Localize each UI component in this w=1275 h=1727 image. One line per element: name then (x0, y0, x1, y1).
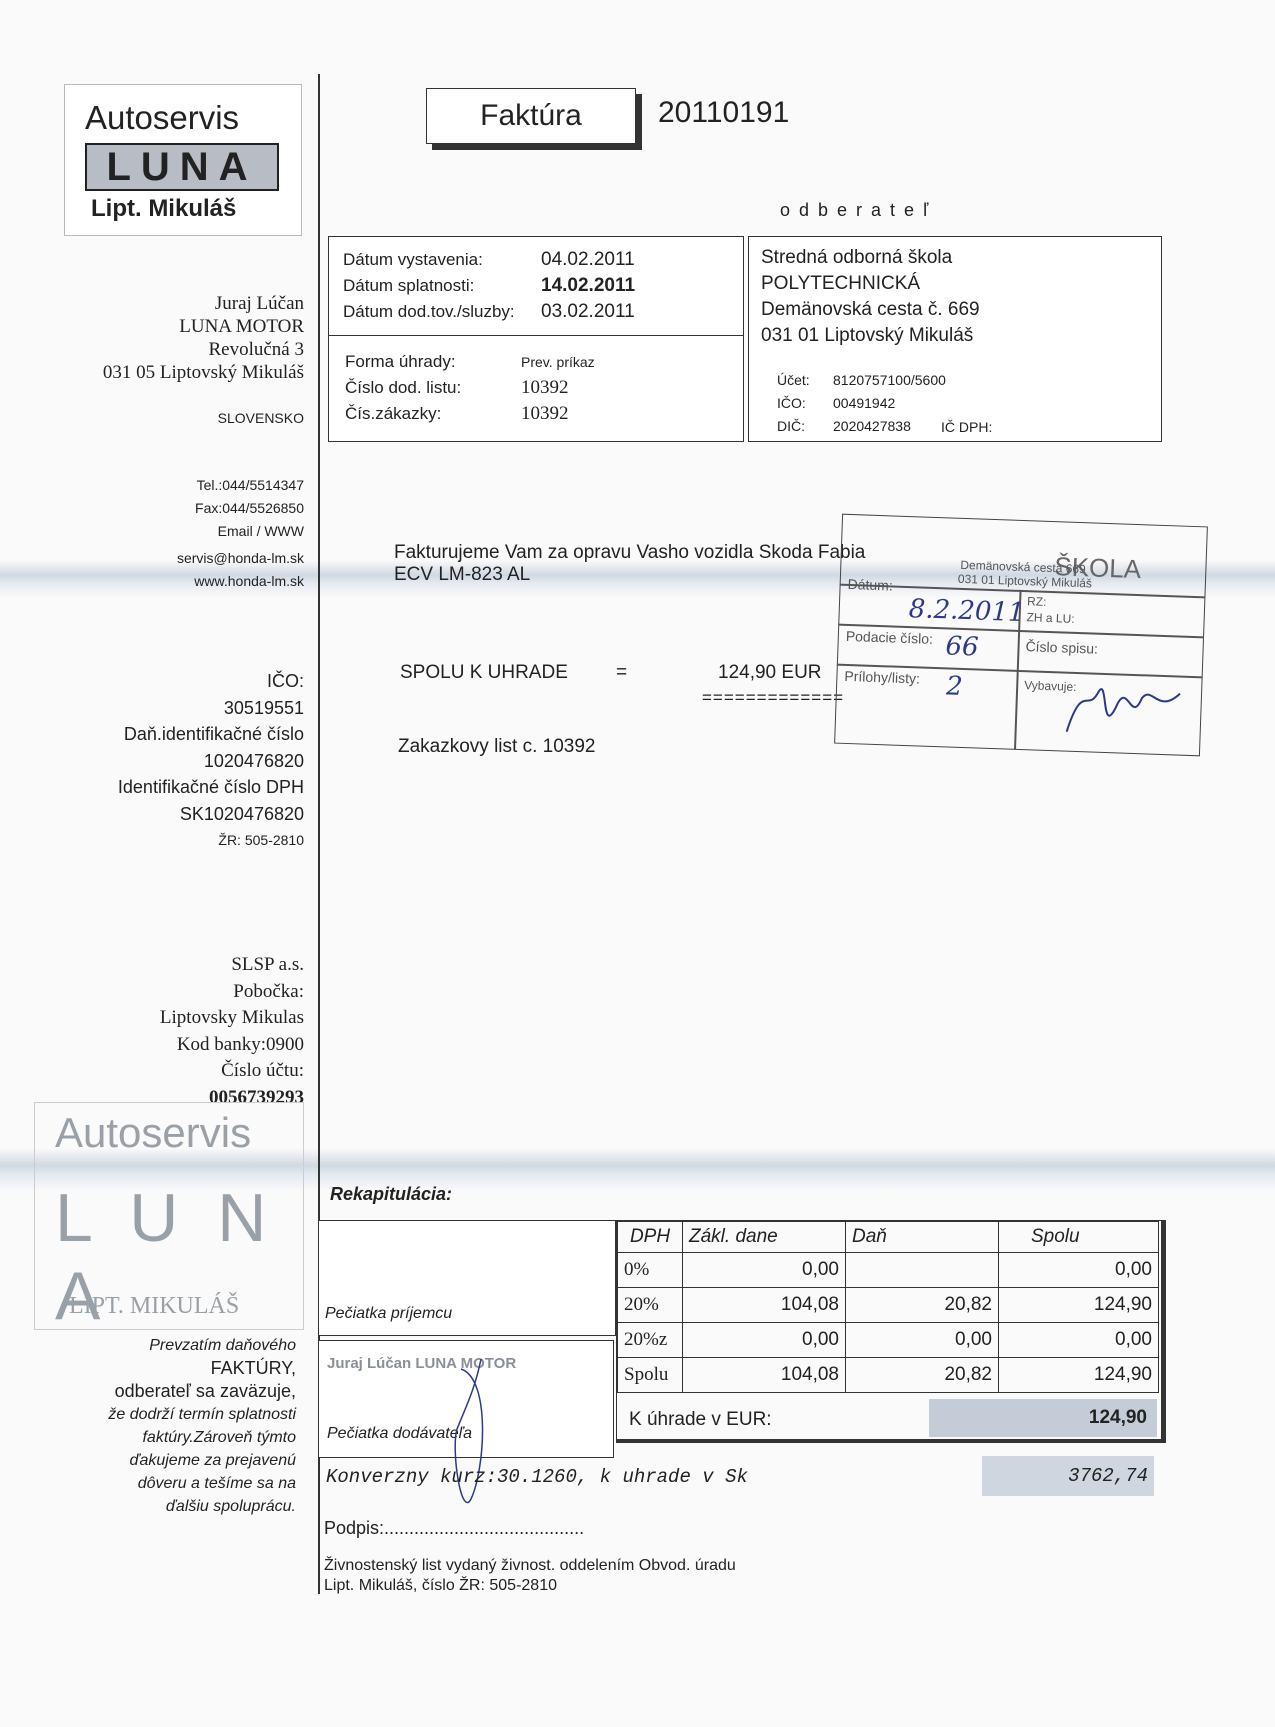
invoice-description (394, 542, 865, 586)
stamp-title: ŠKOLA (1053, 551, 1142, 585)
dates-box (328, 236, 744, 442)
supplier-tel: Tel.:044/5514347 (196, 477, 304, 493)
signature-line: Podpis:........................................ (324, 1518, 585, 1538)
faded-logo-luna: L U N A (55, 1180, 277, 1334)
receiver-stamp-box (318, 1220, 616, 1336)
supplier-street: Revolučná 3 (208, 339, 304, 360)
recap-header: Daň (846, 1222, 999, 1253)
issue-label: Dátum vystavenia: (343, 250, 483, 269)
due-total-label: K úhrade v EUR: (629, 1409, 772, 1430)
recap-cell: 20% (618, 1288, 683, 1323)
customer-name: Stredná odborná škola (761, 247, 953, 268)
total-value: 124,90 EUR (718, 662, 822, 683)
trade-license-2: Lipt. Mikuláš, číslo ŽR: 505-2810 (324, 1577, 557, 1594)
recap-cell: 104,08 (683, 1358, 846, 1393)
customer-acc-label: Účet: (777, 372, 810, 388)
stamp-addr2: 031 01 Liptovský Mikuláš (957, 571, 1093, 591)
recap-cell (846, 1253, 999, 1288)
customer-city: 031 01 Liptovský Mikuláš (761, 325, 974, 346)
delivery-label: Dátum dod.tov./sluzby: (343, 302, 515, 321)
recap-table-frame (616, 1220, 1166, 1443)
account-label: Číslo účtu: (221, 1060, 304, 1081)
stamp-prilohy: 2 (945, 671, 964, 702)
stamp-signature (1060, 671, 1187, 751)
note-6: ďakujeme za prejavenú (129, 1452, 296, 1469)
stamp-podacie: 66 (945, 631, 980, 663)
recap-title: Rekapitulácia: (330, 1184, 453, 1204)
faded-logo-title: Autoservis (55, 1109, 252, 1156)
supplier-stamp-text: Juraj Lúčan LUNA MOTOR (327, 1355, 517, 1372)
trade-license (324, 1556, 736, 1596)
dates-divider (329, 335, 743, 336)
note-4: že dodrží termín splatnosti (108, 1406, 296, 1423)
recap-header: Zákl. dane (683, 1222, 846, 1253)
supplier-stamp-box (318, 1340, 614, 1458)
dic-value: 1020476820 (203, 750, 304, 771)
odberatel-label: o d b e r a t e ľ (780, 200, 931, 220)
supplier-company: LUNA MOTOR (179, 316, 304, 337)
ico-label: IČO: (266, 671, 304, 691)
customer-dic: 2020427838 (833, 418, 911, 434)
recap-header: Spolu (999, 1222, 1159, 1253)
due-date: 14.02.2011 (541, 275, 636, 296)
order-line: Zakazkovy list c. 10392 (398, 736, 596, 757)
due-total-value (929, 1399, 1157, 1437)
supplier-country: SLOVENSKO (217, 410, 304, 426)
zr-value: ŽR: 505-2810 (218, 832, 304, 848)
recap-cell: 104,08 (683, 1288, 846, 1323)
branch-value: Liptovsky Mikulas (159, 1007, 304, 1028)
stamp-addr1: Demänovská cesta 669 (960, 557, 1086, 577)
table-row (618, 1288, 1159, 1323)
recap-header: DPH (618, 1222, 683, 1253)
dl-label: Číslo dod. listu: (345, 378, 462, 397)
note-5: faktúry.Zároveň týmto (142, 1429, 296, 1446)
customer-ico-label: IČO: (777, 395, 806, 411)
stamp-vybavuje-label: Vybavuje: (1024, 678, 1077, 694)
recap-cell: 0,00 (683, 1253, 846, 1288)
table-row (618, 1358, 1159, 1393)
customer-street: Demänovská cesta č. 669 (761, 299, 980, 320)
recap-cell: 0,00 (846, 1323, 999, 1358)
branch-label: Pobočka: (233, 980, 304, 1002)
delivery-date: 03.02.2011 (541, 301, 635, 322)
recap-cell: 124,90 (999, 1358, 1159, 1393)
ico-value: 30519551 (223, 697, 304, 718)
issue-date: 04.02.2011 (541, 249, 635, 270)
table-row (618, 1323, 1159, 1358)
description-line2: ECV LM-823 AL (394, 564, 531, 585)
dl-value: 10392 (521, 377, 569, 398)
supplier-bank (60, 952, 304, 1111)
table-row (618, 1253, 1159, 1288)
supplier-city: 031 05 Liptovský Mikuláš (102, 362, 304, 383)
logo (64, 84, 302, 236)
customer-icdph-label: IČ DPH: (941, 419, 993, 435)
invoice-title-box (426, 88, 636, 144)
supplier-address (60, 292, 304, 384)
supplier-signature (431, 1349, 501, 1519)
note-3: odberateľ sa zaväzuje, (114, 1381, 296, 1401)
icdph-label: Identifikačné číslo DPH (117, 777, 304, 797)
customer-acc: 8120757100/5600 (833, 372, 946, 388)
payment-value: Prev. príkaz (521, 354, 595, 370)
dic-label: Daň.identifikačné číslo (123, 724, 304, 744)
due-label: Dátum splatnosti: (343, 276, 475, 295)
supplier-contacts (60, 474, 304, 593)
recap-cell: 124,90 (999, 1288, 1159, 1323)
invoice-number: 20110191 (658, 96, 790, 129)
faded-logo-city: LIPT. MIKULÁŠ (69, 1293, 240, 1319)
stamp-date-label: Dátum: (847, 575, 894, 594)
recap-table (617, 1221, 1159, 1393)
supplier-email: servis@honda-lm.sk (176, 550, 304, 566)
footer-note (40, 1334, 296, 1518)
total-underline: ============= (702, 688, 845, 707)
recap-cell: 0,00 (999, 1253, 1159, 1288)
note-8: ďalšiu spoluprácu. (165, 1498, 296, 1515)
stamp-prilohy-label: Prílohy/listy: (844, 667, 921, 687)
total-label: SPOLU K UHRADE (400, 662, 568, 683)
note-1: Prevzatím daňového (149, 1337, 296, 1354)
supplier-ids (60, 668, 304, 854)
supplier-stamp-label: Pečiatka dodávateľa (327, 1425, 473, 1442)
account-value: 0056739293 (209, 1086, 304, 1108)
recap-cell: Spolu (618, 1358, 683, 1393)
supplier-web: www.honda-lm.sk (194, 573, 304, 589)
stamp-spis-label: Číslo spisu: (1025, 638, 1099, 657)
invoice-title: Faktúra (480, 99, 582, 132)
logo-luna: LUNA (85, 143, 279, 191)
recap-cell: 0,00 (683, 1323, 846, 1358)
total-eq: = (616, 662, 628, 683)
payment-label: Forma úhrady: (345, 352, 456, 371)
faded-logo (34, 1102, 304, 1334)
icdph-value: SK1020476820 (179, 803, 304, 824)
supplier-fax: Fax:044/5526850 (195, 500, 304, 516)
supplier-name: Juraj Lúčan (214, 293, 304, 314)
due-total-amount: 124,90 (1088, 1407, 1147, 1428)
note-7: dôveru a tešíme sa na (137, 1475, 296, 1492)
supplier-email-label: Email / WWW (217, 523, 304, 539)
order-value: 10392 (521, 403, 569, 424)
registry-stamp (834, 514, 1208, 757)
recap-cell: 0% (618, 1253, 683, 1288)
logo-title: Autoservis (85, 99, 240, 136)
description-line1: Fakturujeme Vam za opravu Vasho vozidla Skoda Fabia (394, 542, 866, 563)
recap-cell: 0,00 (999, 1323, 1159, 1358)
trade-license-1: Živnostenský list vydaný živnost. oddelením Obvod. úradu (324, 1557, 736, 1574)
order-label: Čís.zákazky: (345, 404, 442, 423)
recap-cell: 20,82 (846, 1288, 999, 1323)
logo-city: Lipt. Mikuláš (91, 195, 237, 222)
recap-cell: 20%z (618, 1323, 683, 1358)
conversion-value (982, 1456, 1154, 1496)
customer-box (748, 236, 1162, 442)
customer-name2: POLYTECHNICKÁ (761, 273, 921, 294)
stamp-rz-label: RZ: (1026, 594, 1047, 609)
stamp-podacie-label: Podacie číslo: (845, 627, 934, 647)
customer-ico: 00491942 (833, 395, 896, 411)
receiver-stamp-label: Pečiatka príjemcu (325, 1305, 453, 1322)
conversion-rate: Konverzny kurz:30.1260, k uhrade v Sk (326, 1466, 748, 1488)
bank-code: Kod banky:0900 (176, 1033, 304, 1055)
stamp-date: 8.2.2011 (908, 594, 1026, 629)
note-2: FAKTÚRY, (210, 1358, 296, 1378)
stamp-zh-label: ZH a LU: (1026, 610, 1075, 626)
customer-dic-label: DIČ: (777, 418, 805, 434)
bank-name: SLSP a.s. (231, 954, 304, 975)
recap-cell: 20,82 (846, 1358, 999, 1393)
conversion-amount: 3762,74 (1068, 1465, 1148, 1487)
